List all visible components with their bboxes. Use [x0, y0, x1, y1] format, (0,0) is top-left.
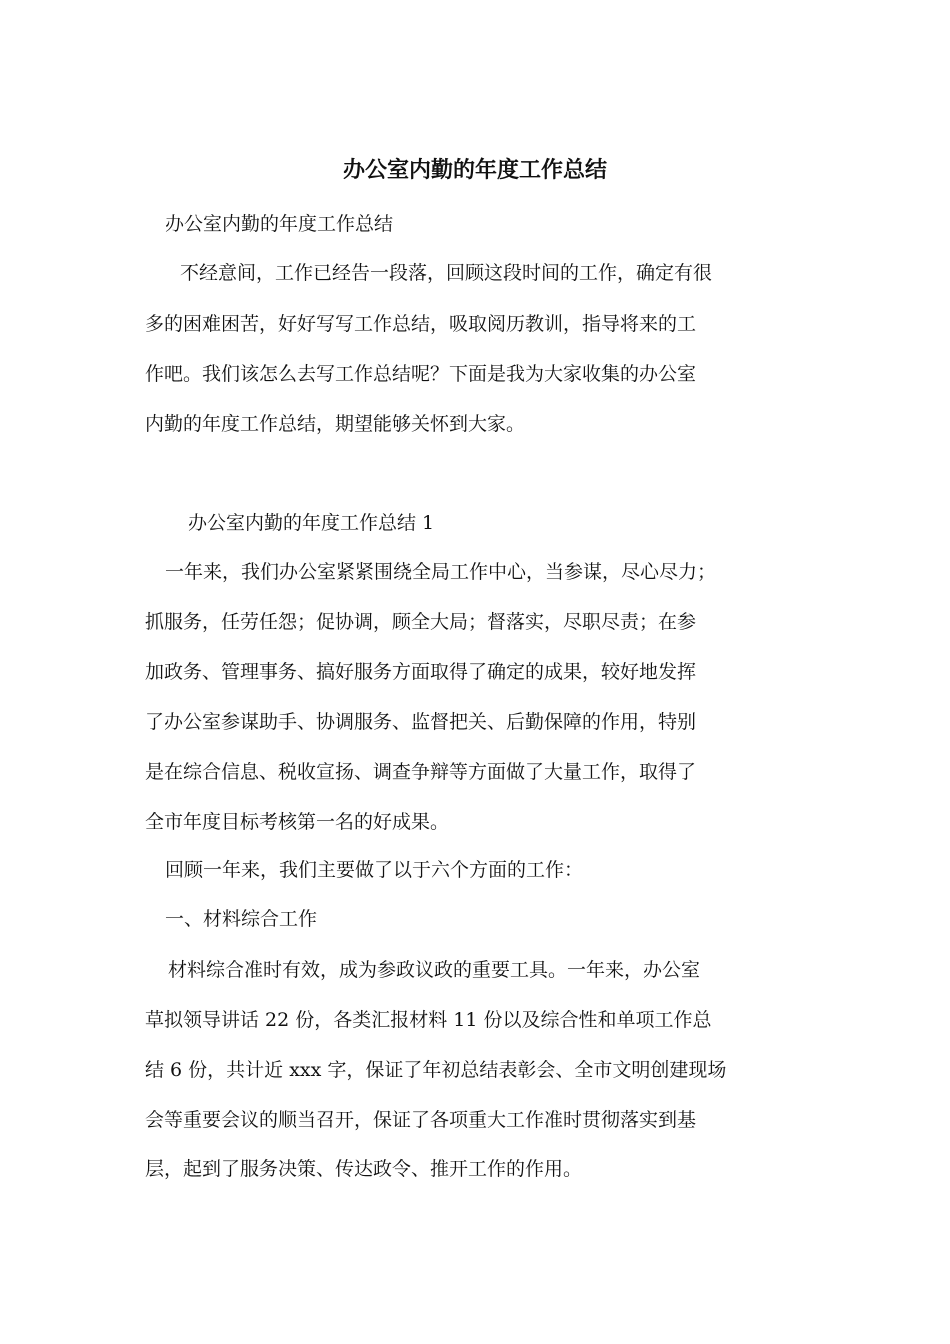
document-subtitle: 办公室内勤的年度工作总结 [165, 213, 394, 235]
intro-line: 不经意间，工作已经告一段落，回顾这段时间的工作，确定有很 [180, 262, 713, 284]
review-line: 回顾一年来，我们主要做了以于六个方面的工作： [165, 859, 584, 881]
section1-line: 加政务、管理事务、搞好服务方面取得了确定的成果，较好地发挥 [145, 661, 697, 683]
document-title: 办公室内勤的年度工作总结 [342, 157, 607, 183]
section1-line: 一年来，我们办公室紧紧围绕全局工作中心，当参谋，尽心尽力； [165, 561, 717, 583]
item1-line: 层，起到了服务决策、传达政令、推开工作的作用。 [145, 1158, 583, 1180]
section1-line: 全市年度目标考核第一名的好成果。 [145, 811, 450, 833]
section1-line: 是在综合信息、税收宣扬、调查争辩等方面做了大量工作，取得了 [145, 761, 697, 783]
item1-line: 草拟领导讲话 22 份，各类汇报材料 11 份以及综合性和单项工作总 [145, 1009, 712, 1031]
item1-line: 结 6 份，共计近 xxx 字，保证了年初总结表彰会、全市文明创建现场 [145, 1059, 727, 1081]
section1-line: 了办公室参谋助手、协调服务、监督把关、后勤保障的作用，特别 [145, 711, 697, 733]
item-heading: 一、材料综合工作 [165, 908, 318, 930]
section1-line: 抓服务，任劳任怨；促协调，顾全大局；督落实，尽职尽责；在参 [145, 611, 697, 633]
intro-line: 内勤的年度工作总结，期望能够关怀到大家。 [145, 413, 526, 435]
item1-line: 材料综合准时有效，成为参政议政的重要工具。一年来，办公室 [168, 959, 701, 981]
section-heading: 办公室内勤的年度工作总结 1 [188, 512, 435, 534]
item1-line: 会等重要会议的顺当召开，保证了各项重大工作准时贯彻落实到基 [145, 1109, 697, 1131]
intro-line: 作吧。我们该怎么去写工作总结呢？下面是我为大家收集的办公室 [145, 363, 697, 385]
intro-line: 多的困难困苦，好好写写工作总结，吸取阅历教训，指导将来的工 [145, 313, 697, 335]
